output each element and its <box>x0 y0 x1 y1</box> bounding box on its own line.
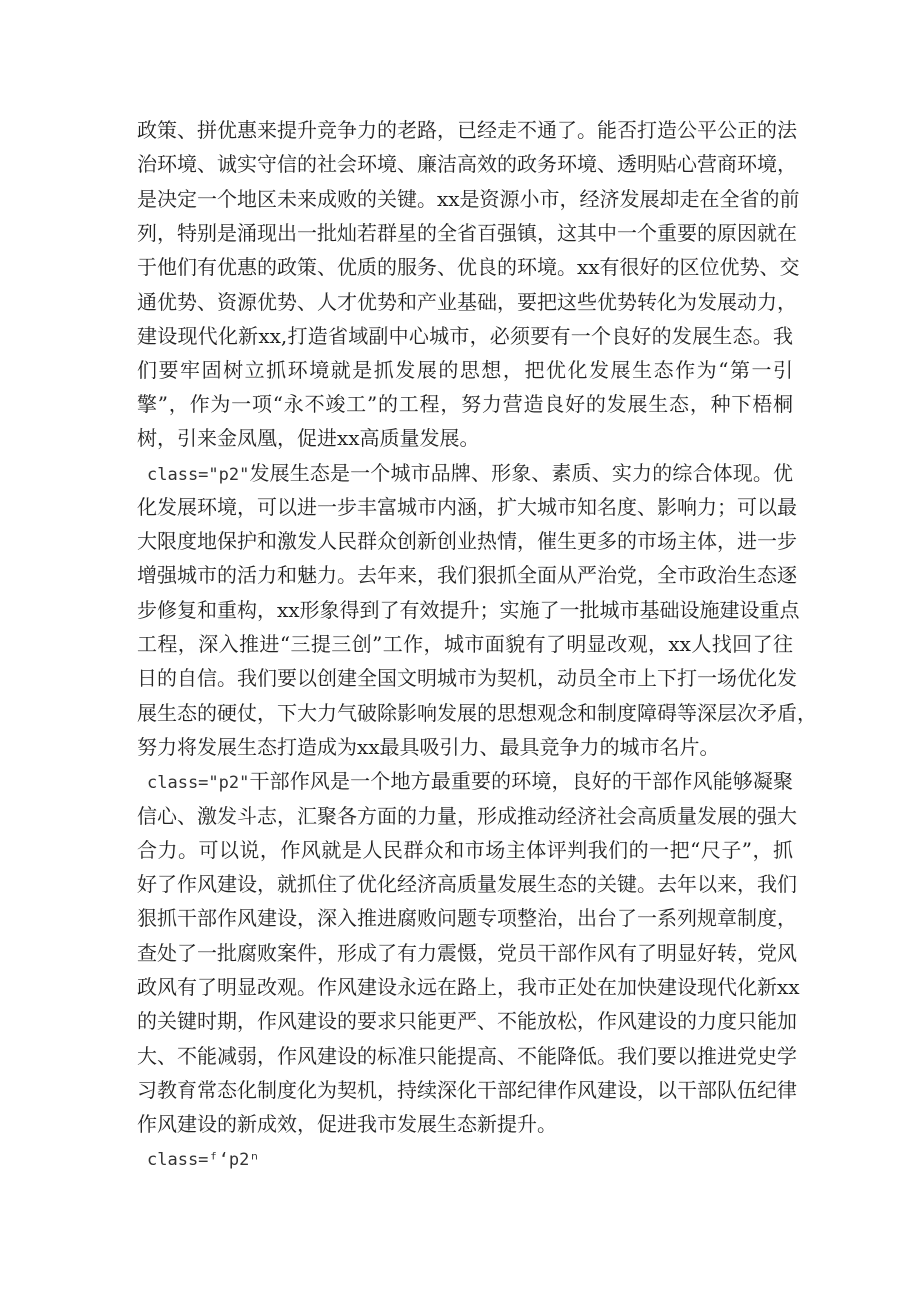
text-line: 树，引来金凤凰，促进xx高质量发展。 <box>137 426 480 450</box>
text-line: 治环境、诚实守信的社会环境、廉洁高效的政务环境、透明贴心营商环境， <box>137 152 797 176</box>
text-line: 大限度地保护和激发人民群众创新创业热情，催生更多的市场主体，进一步 <box>137 529 797 553</box>
text-line: 习教育常态化制度化为契机，持续深化干部纪律作风建设，以干部队伍纪律 <box>137 1078 797 1102</box>
text-line: 作风建设的新成效，促进我市发展生态新提升。 <box>137 1112 557 1136</box>
paragraph-first-line <box>147 1141 260 1175</box>
class-marker: class="p2" <box>147 773 250 793</box>
text-line: 干部作风是一个地方最重要的环境，良好的干部作风能够凝聚 <box>249 769 793 793</box>
text-line: 化发展环境，可以进一步丰富城市内涵，扩大城市知名度、影响力；可以最 <box>137 495 797 519</box>
text-line: 列，特别是涌现出一批灿若群星的全省百强镇，这其中一个重要的原因就在 <box>137 221 797 245</box>
text-line: 步修复和重构，xx形象得到了有效提升；实施了一批城市基础设施建设重点 <box>137 598 800 622</box>
text-line: 展生态的硬仗，下大力气破除影响发展的思想观念和制度障碍等深层次矛盾， <box>137 701 817 725</box>
text-line: 通优势、资源优势、人才优势和产业基础，要把这些优势转化为发展动力， <box>137 290 797 314</box>
text-line: 大、不能减弱，作风建设的标准只能提高、不能降低。我们要以推进党史学 <box>137 1044 797 1068</box>
text-line: 政风有了明显改观。作风建设永远在路上，我市正处在加快建设现代化新xx <box>137 975 800 999</box>
text-line: 日的自信。我们要以创建全国文明城市为契机，动员全市上下打一场优化发 <box>137 666 797 690</box>
paragraph-first-line <box>147 456 793 490</box>
text-line: 发展生态是一个城市品牌、形象、素质、实力的综合体现。优 <box>249 461 793 485</box>
text-line: 增强城市的活力和魅力。去年来，我们狠抓全面从严治党，全市政治生态逐 <box>137 563 797 587</box>
text-line: 好了作风建设，就抓住了优化经济高质量发展生态的关键。去年以来，我们 <box>137 872 797 896</box>
text-line: 信心、激发斗志，汇聚各方面的力量，形成推动经济社会高质量发展的强大 <box>137 804 797 828</box>
text-line: 合力。可以说，作风就是人民群众和市场主体评判我们的一把“尺子”，抓 <box>137 838 793 862</box>
text-line: 擎”，作为一项“永不竣工”的工程，努力营造良好的发展生态，种下梧桐 <box>137 392 793 416</box>
text-line: 的关键时期，作风建设的要求只能更严、不能放松，作风建设的力度只能加 <box>137 1009 797 1033</box>
text-line: 政策、拼优惠来提升竞争力的老路，已经走不通了。能否打造公平公正的法 <box>137 118 797 142</box>
text-line: 于他们有优惠的政策、优质的服务、优良的环境。xx有很好的区位优势、交 <box>137 255 800 279</box>
paragraph-first-line <box>147 764 793 798</box>
class-marker: class=ᶠ‘p2ⁿ <box>147 1150 260 1170</box>
text-line: 建设现代化新xx,打造省域副中心城市，必须要有一个良好的发展生态。我 <box>137 324 793 348</box>
text-line: 工程，深入推进“三提三创”工作，城市面貌有了明显改观，xx人找回了往 <box>137 632 793 656</box>
class-marker: class="p2" <box>147 465 250 485</box>
text-line: 们要牢固树立抓环境就是抓发展的思想，把优化发展生态作为“第一引 <box>137 358 793 382</box>
text-line: 是决定一个地区未来成败的关键。xx是资源小市，经济发展却走在全省的前 <box>137 187 800 211</box>
text-line: 狠抓干部作风建设，深入推进腐败问题专项整治，出台了一系列规章制度， <box>137 906 797 930</box>
text-line: 查处了一批腐败案件，形成了有力震慑，党员干部作风有了明显好转，党风 <box>137 941 797 965</box>
text-line: 努力将发展生态打造成为xx最具吸引力、最具竞争力的城市名片。 <box>137 735 720 759</box>
